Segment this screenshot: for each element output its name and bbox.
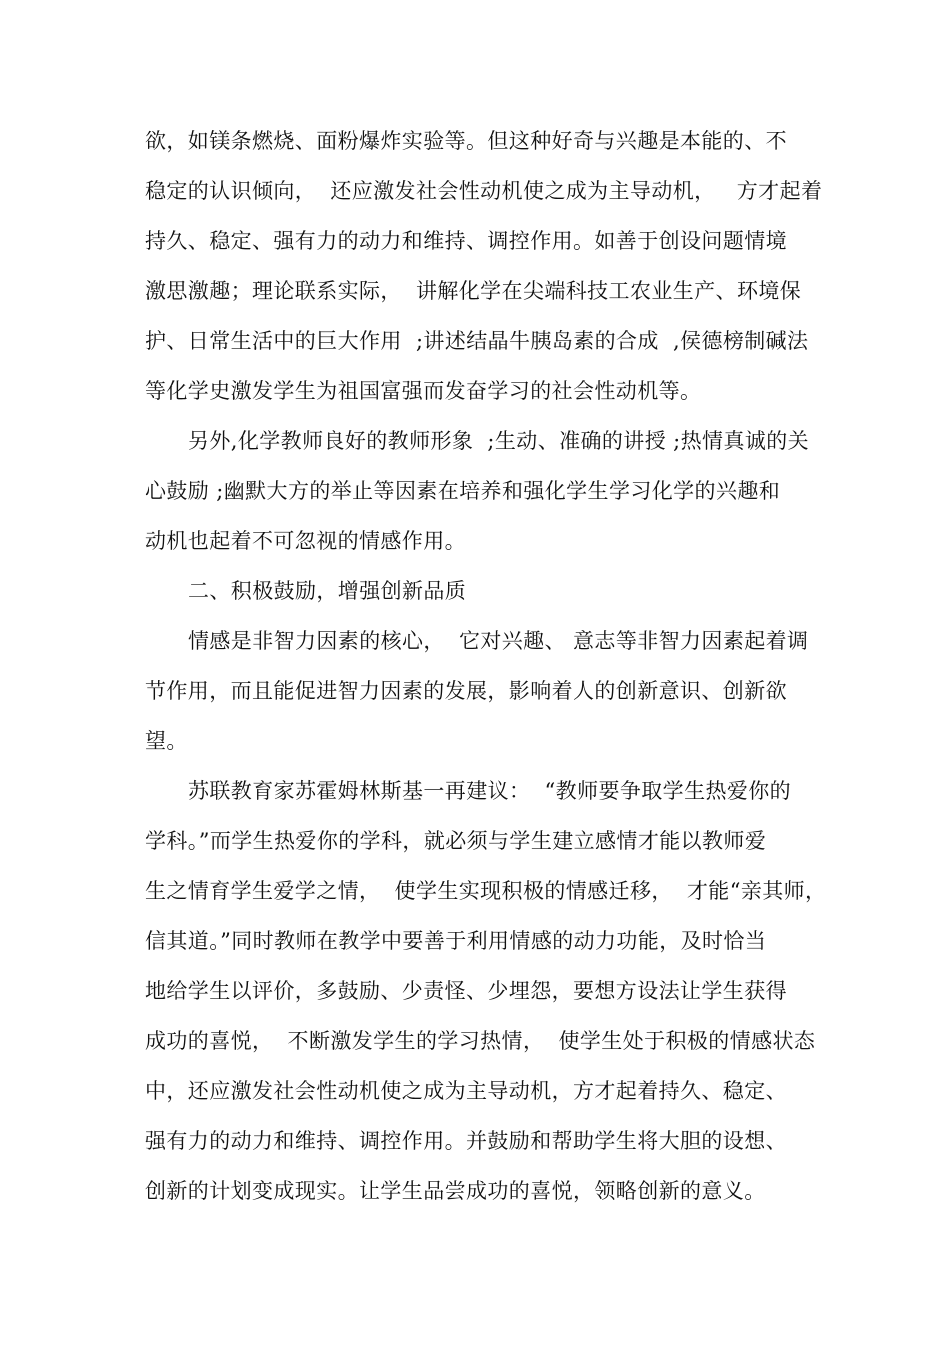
- text-line: 等化学史激发学生为祖国富强而发奋学习的社会性动机等。: [145, 379, 702, 403]
- text-line: 创新的计划变成现实。让学生品尝成功的喜悦，领略创新的意义。: [145, 1179, 766, 1203]
- text-line: 心鼓励 ;幽默大方的举止等因素在培养和强化学生学习化学的兴趣和: [145, 479, 781, 503]
- text-line: 节作用，而且能促进智力因素的发展，影响着人的创新意识、创新欲: [145, 679, 787, 703]
- section-heading: 二、积极鼓励，增强创新品质: [188, 579, 467, 603]
- text-line: 激思激趣；理论联系实际， 讲解化学在尖端科技工农业生产、环境保: [145, 279, 802, 303]
- paragraph-start-line: 情感是非智力因素的核心， 它对兴趣、 意志等非智力因素起着调: [188, 629, 809, 653]
- text-line: 稳定的认识倾向， 还应激发社会性动机使之成为主导动机， 方才起着: [145, 179, 823, 203]
- text-line: 信其道。”同时教师在教学中要善于利用情感的动力功能，及时恰当: [145, 929, 767, 953]
- text-line: 望。: [145, 729, 188, 753]
- text-line: 成功的喜悦， 不断激发学生的学习热情， 使学生处于积极的情感状态: [145, 1029, 816, 1053]
- text-line: 地给学生以评价，多鼓励、少责怪、少埋怨，要想方设法让学生获得: [145, 979, 787, 1003]
- text-line: 动机也起着不可忽视的情感作用。: [145, 529, 466, 553]
- paragraph-start-line: 另外,化学教师良好的教师形象 ;生动、准确的讲授 ;热情真诚的关: [188, 429, 810, 453]
- text-line: 持久、稳定、强有力的动力和维持、调控作用。如善于创设问题情境: [145, 229, 787, 253]
- text-line: 中，还应激发社会性动机使之成为主导动机，方才起着持久、稳定、: [145, 1079, 787, 1103]
- text-line: 欲，如镁条燃烧、面粉爆炸实验等。但这种好奇与兴趣是本能的、不: [145, 129, 787, 153]
- text-line: 强有力的动力和维持、调控作用。并鼓励和帮助学生将大胆的设想、: [145, 1129, 787, 1153]
- paragraph-start-line: 苏联教育家苏霍姆林斯基一再建议： “教师要争取学生热爱你的: [188, 779, 792, 803]
- text-line: 生之情育学生爱学之情， 使学生实现积极的情感迁移， 才能“亲其师，: [145, 879, 827, 903]
- text-line: 护、日常生活中的巨大作用 ;讲述结晶牛胰岛素的合成 ,侯德榜制碱法: [145, 329, 809, 353]
- text-line: 学科。”而学生热爱你的学科，就必须与学生建立感情才能以教师爱: [145, 829, 767, 853]
